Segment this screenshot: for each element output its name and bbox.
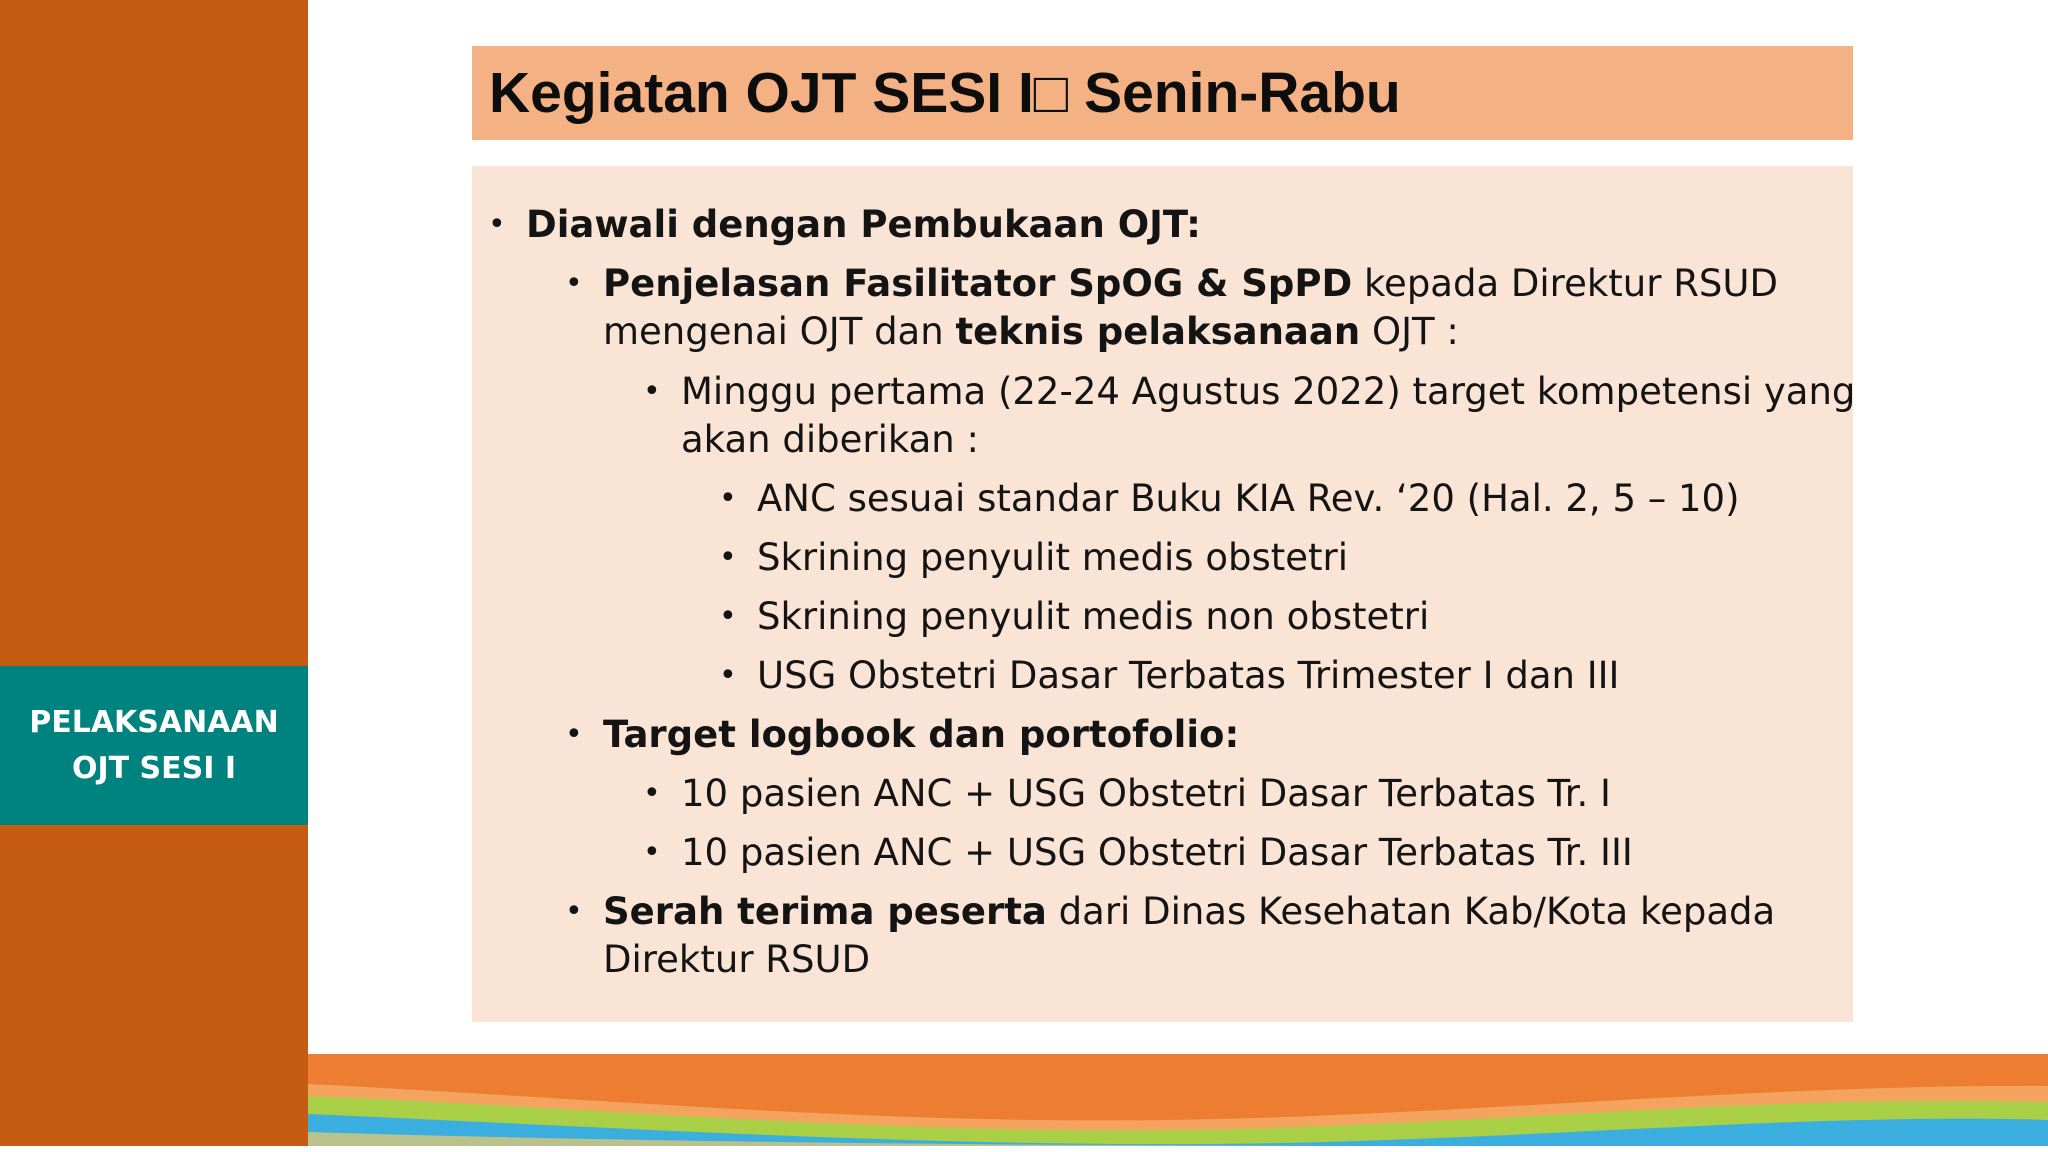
bullet-dot-icon: •: [565, 266, 583, 301]
bullet-text: Diawali dengan Pembukaan OJT:: [526, 203, 1201, 246]
bullet-line: [603, 888, 1775, 936]
bullet-text: OJT :: [1360, 310, 1459, 353]
bullet-item: [643, 368, 1856, 464]
bullet-text: 10 pasien ANC + USG Obstetri Dasar Terbatas Tr. I: [681, 772, 1611, 815]
bullet-dot-icon: •: [565, 894, 583, 929]
bullet-item: [719, 475, 1740, 523]
decorative-wave-band: [308, 1054, 2048, 1146]
bullet-text: 10 pasien ANC + USG Obstetri Dasar Terbatas Tr. III: [681, 831, 1633, 874]
bullet-item: [719, 593, 1430, 641]
bullet-item: [565, 260, 1778, 356]
bullet-item: [565, 888, 1776, 984]
bullet-text: dari Dinas Kesehatan Kab/Kota kepada: [1046, 890, 1776, 933]
bullet-dot-icon: •: [719, 599, 737, 634]
bullet-line: [603, 260, 1778, 308]
content-box: [472, 166, 1856, 1022]
slide-title-bar: [472, 46, 1853, 140]
bullet-text-bold: Serah terima peserta: [603, 890, 1047, 933]
bullet-dot-icon: •: [565, 717, 583, 752]
sidebar-panel: [0, 0, 308, 1146]
bullet-text: ANC sesuai standar Buku KIA Rev. ‘20 (Hal. 2, 5 – 10): [757, 477, 1740, 520]
bullet-item: [719, 534, 1348, 582]
bullet-text: kepada Direktur RSUD: [1352, 262, 1778, 305]
bullet-dot-icon: •: [719, 658, 737, 693]
bullet-text: USG Obstetri Dasar Terbatas Trimester I dan III: [757, 654, 1620, 697]
bullet-text-bold: Penjelasan Fasilitator SpOG & SpPD: [603, 262, 1353, 305]
bullet-text: Skrining penyulit medis obstetri: [757, 536, 1348, 579]
bullet-item: [643, 770, 1611, 818]
bullet-text-bold: teknis pelaksanaan: [955, 310, 1361, 353]
bullet-dot-icon: •: [643, 835, 661, 870]
bullet-dot-icon: •: [719, 540, 737, 575]
bullet-item: [488, 201, 1201, 249]
slide-title: Kegiatan OJT SESI I□ Senin-Rabu: [489, 61, 1401, 125]
bullet-text: Skrining penyulit medis non obstetri: [757, 595, 1430, 638]
wave-graphic: [308, 1054, 2048, 1146]
bullet-dot-icon: •: [719, 481, 737, 516]
bullet-item: [719, 652, 1620, 700]
bullet-dot-icon: •: [643, 776, 661, 811]
section-label-line2: OJT SESI I: [71, 750, 237, 786]
bullet-line: [603, 308, 1778, 356]
bullet-text: Target logbook dan portofolio:: [603, 713, 1240, 756]
bullet-dot-icon: •: [643, 374, 661, 409]
section-label-line1: PELAKSANAAN: [29, 704, 279, 740]
bullet-item: [565, 711, 1240, 759]
bullet-line: akan diberikan :: [681, 418, 979, 461]
bullet-text: mengenai OJT dan: [603, 310, 956, 353]
bullet-line: Direktur RSUD: [603, 938, 871, 981]
bullet-item: [643, 829, 1633, 877]
bullet-line: Minggu pertama (22-24 Agustus 2022) target kompetensi yang: [681, 370, 1856, 413]
section-label: [0, 666, 308, 825]
bullet-dot-icon: •: [488, 207, 506, 242]
